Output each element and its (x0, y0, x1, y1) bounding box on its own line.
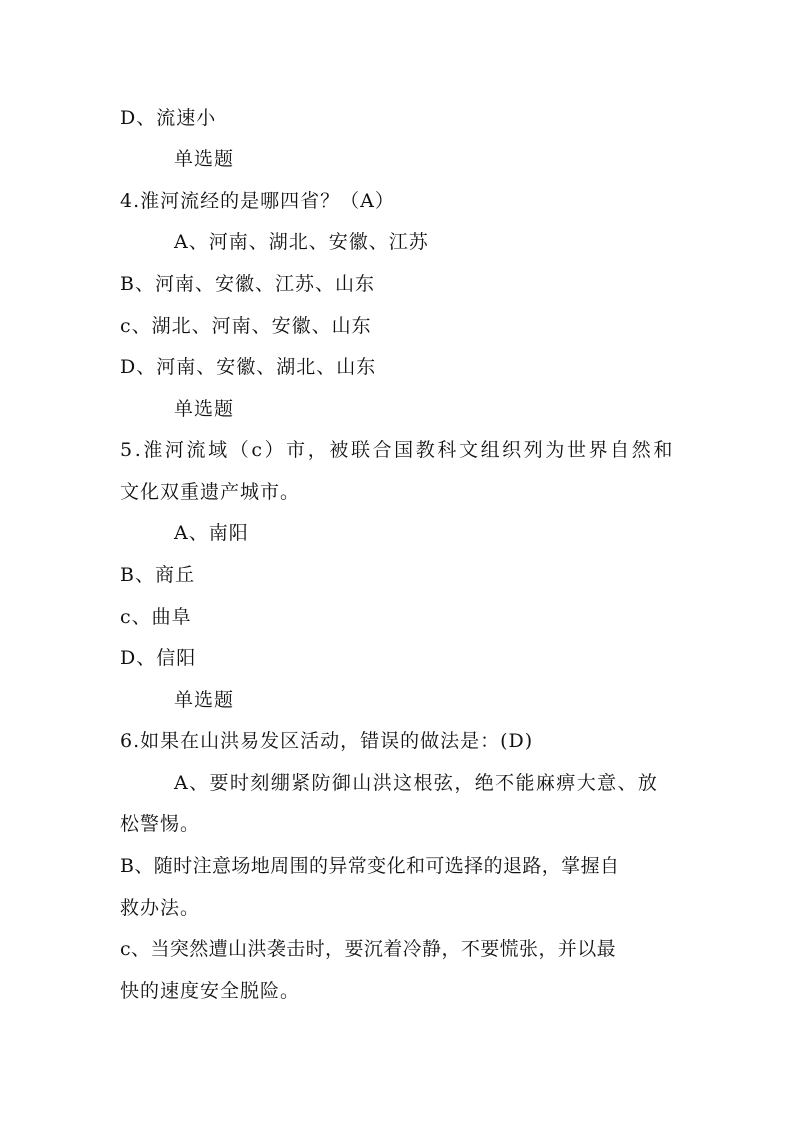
option-c-q5: c、曲阜 (120, 606, 192, 628)
option-b-q4: B、河南、安徽、江苏、山东 (120, 273, 375, 295)
question-5: 5.淮河流域（c）市，被联合国教科文组织列为世界自然和 (120, 439, 675, 461)
option-a-q5: A、南阳 (174, 522, 249, 544)
option-c-q6: c、当突然遭山洪袭击时，要沉着冷静，不要慌张，并以最 (120, 938, 617, 960)
option-b-q5: B、商丘 (120, 564, 195, 586)
option-a-q6-continued: 松警惕。 (120, 813, 201, 835)
option-d-q4: D、河南、安徽、湖北、山东 (120, 356, 377, 378)
question-4: 4.淮河流经的是哪四省？（A） (120, 190, 395, 212)
option-a-q6: A、要时刻绷紧防御山洪这根弦，绝不能麻痹大意、放 (174, 772, 659, 794)
option-d-q3: D、流速小 (120, 107, 217, 129)
option-c-q6-continued: 快的速度安全脱险。 (120, 980, 301, 1002)
section-label-single-choice: 单选题 (174, 148, 235, 170)
question-5-continued: 文化双重遗产城市。 (120, 481, 301, 503)
section-label-single-choice: 单选题 (174, 398, 235, 420)
option-a-q4: A、河南、湖北、安徽、江苏 (174, 231, 429, 253)
question-6: 6.如果在山洪易发区活动，错误的做法是：(D) (120, 730, 534, 752)
option-c-q4: c、湖北、河南、安徽、山东 (120, 315, 372, 337)
section-label-single-choice: 单选题 (174, 689, 235, 711)
option-b-q6-continued: 救办法。 (120, 897, 201, 919)
option-d-q5: D、信阳 (120, 647, 197, 669)
option-b-q6: B、随时注意场地周围的异常变化和可选择的退路，掌握自 (120, 855, 620, 877)
